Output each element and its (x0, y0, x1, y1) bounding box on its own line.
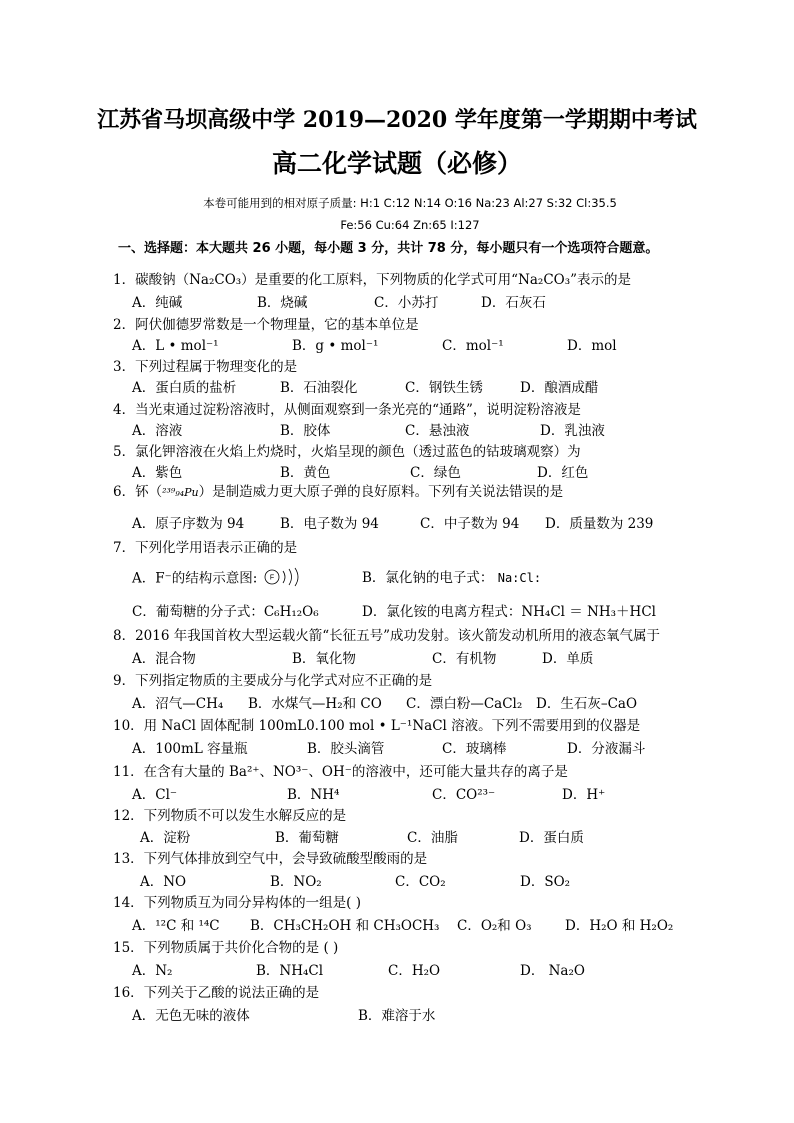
option-c[interactable]: C．漂白粉—CaCl₂ (406, 696, 523, 712)
question-14: 14．下列物质互为同分异构体的一组是( ) (113, 895, 362, 911)
option-a[interactable]: A．紫色 (132, 465, 183, 481)
options-4 (132, 419, 692, 439)
options-5 (132, 461, 692, 481)
option-a[interactable]: A．蛋白质的盐析 (132, 380, 237, 396)
option-b[interactable]: B．NO₂ (270, 874, 322, 890)
option-b[interactable]: B．电子数为 94 (280, 516, 379, 532)
option-a[interactable]: A．NO (140, 874, 187, 890)
option-c[interactable]: C．油脂 (407, 830, 458, 846)
option-c[interactable]: C．钢铁生锈 (405, 380, 483, 396)
option-d[interactable]: D．SO₂ (520, 874, 571, 890)
question-6-pre: 6．钚（ (113, 484, 163, 500)
option-b[interactable]: B．g • mol⁻¹ (292, 338, 379, 354)
option-c[interactable]: C．悬浊液 (405, 423, 470, 439)
option-d[interactable]: D．mol (567, 338, 617, 354)
question-1: 1．碳酸钠（Na₂CO₃）是重要的化工原料，下列物质的化学式可用“Na₂CO₃”表示的是 (113, 272, 632, 288)
option-a[interactable]: A．淀粉 (140, 830, 191, 846)
options-16 (132, 1004, 692, 1024)
option-d[interactable]: D．生石灰–CaO (536, 696, 638, 712)
option-a[interactable]: A．原子序数为 94 (132, 516, 245, 532)
option-d[interactable]: D．分液漏斗 (567, 741, 646, 757)
option-a[interactable]: A．Cl⁻ (132, 787, 178, 803)
options-7-row1 (132, 566, 692, 592)
question-6-post: ）是制造威力更大原子弹的良好原料。下列有关说法错误的是 (198, 484, 564, 500)
options-9 (132, 692, 692, 712)
option-a[interactable]: A．L • mol⁻¹ (132, 338, 219, 354)
option-b[interactable]: B．NH₄Cl (256, 963, 324, 979)
option-b[interactable]: B．CH₃CH₂OH 和 CH₃OCH₃ (250, 918, 440, 934)
option-d[interactable]: D．H₂O 和 H₂O₂ (565, 918, 674, 934)
fluoride-ion-structure-diagram (262, 566, 302, 592)
question-8: 8．2016 年我国首枚大型运载火箭“长征五号”成功发射。该火箭发动机所用的液态氧气属于 (113, 628, 661, 644)
option-d[interactable]: D． Na₂O (520, 963, 585, 979)
options-7-row2 (132, 600, 692, 620)
option-a[interactable]: A．100mL 容量瓶 (132, 741, 248, 757)
question-11: 11．在含有大量的 Ba²⁺、NO³⁻、OH⁻的溶液中，还可能大量共存的离子是 (113, 764, 568, 780)
option-c[interactable]: C．玻璃棒 (442, 741, 507, 757)
option-b[interactable]: B．氧化物 (292, 651, 356, 667)
options-12 (140, 826, 700, 846)
atomic-masses-line2: Fe:56 Cu:64 Zn:65 I:127 (340, 218, 480, 232)
options-11 (132, 783, 692, 803)
section-heading: 一、选择题：本大题共 26 小题，每小题 3 分，共计 78 分，每小题只有一个选项符合题意。 (118, 241, 659, 256)
question-13: 13．下列气体排放到空气中，会导致硫酸型酸雨的是 (113, 851, 428, 867)
option-b[interactable]: B．黄色 (280, 465, 331, 481)
option-c[interactable]: C．有机物 (432, 651, 497, 667)
option-c[interactable]: C．CO²³⁻ (432, 787, 496, 803)
question-10: 10．用 NaCl 固体配制 100mL0.100 mol • L⁻¹NaCl 溶液。下列不需要用到的仪器是 (113, 718, 641, 734)
options-14 (132, 914, 692, 934)
option-d[interactable]: D．氯化铵的电离方程式：NH₄Cl ＝ NH₃＋HCl (362, 604, 656, 620)
nacl-electron-formula: Na:Cl: (497, 571, 542, 585)
option-c[interactable]: C．O₂和 O₃ (457, 918, 532, 934)
option-b[interactable]: B．水煤气—H₂和 CO (248, 696, 382, 712)
options-1 (132, 291, 692, 311)
option-b[interactable]: B．葡萄糖 (275, 830, 339, 846)
svg-text:F: F (269, 574, 274, 582)
option-c[interactable]: C．绿色 (410, 465, 461, 481)
option-b[interactable] (362, 566, 541, 592)
option-d[interactable]: D．质量数为 239 (545, 516, 654, 532)
option-c[interactable]: C．mol⁻¹ (442, 338, 504, 354)
option-b[interactable]: B．胶头滴管 (307, 741, 385, 757)
option-c[interactable]: C．葡萄糖的分子式：C₆H₁₂O₆ (132, 604, 319, 620)
option-b[interactable]: B．胶体 (280, 423, 331, 439)
option-a[interactable]: A．¹²C 和 ¹⁴C (132, 918, 220, 934)
option-b[interactable]: B．石油裂化 (280, 380, 358, 396)
exam-title: 江苏省马坝高级中学 2019—2020 学年度第一学期期中考试 (97, 107, 697, 133)
option-d[interactable]: D．乳浊液 (540, 423, 605, 439)
question-12: 12．下列物质不可以发生水解反应的是 (113, 808, 347, 824)
question-5: 5．氯化钾溶液在火焰上灼烧时，火焰呈现的颜色（透过蓝色的钴玻璃观察）为 (113, 444, 581, 460)
option-a[interactable]: A．混合物 (132, 651, 196, 667)
options-2 (132, 334, 692, 354)
option-d[interactable]: D．H⁺ (562, 787, 606, 803)
option-a[interactable]: A．沼气—CH₄ (132, 696, 224, 712)
option-c[interactable]: C．CO₂ (395, 874, 446, 890)
option-c[interactable]: C．H₂O (388, 963, 441, 979)
option-a[interactable]: A．纯碱 (132, 295, 183, 311)
option-b[interactable]: B．NH⁴ (287, 787, 340, 803)
option-c[interactable]: C．中子数为 94 (420, 516, 520, 532)
question-2: 2．阿伏伽德罗常数是一个物理量，它的基本单位是 (113, 317, 419, 333)
option-d[interactable]: D．酿酒成醋 (520, 380, 599, 396)
option-d[interactable]: D．石灰石 (481, 295, 546, 311)
option-d[interactable]: D．蛋白质 (519, 830, 584, 846)
atomic-masses-line1: 本卷可能用到的相对原子质量: H:1 C:12 N:14 O:16 Na:23 Al:27 S:32 Cl:35.5 (203, 196, 617, 210)
options-13 (140, 870, 700, 890)
options-3 (132, 376, 692, 396)
question-4: 4．当光束通过淀粉溶液时，从侧面观察到一条光亮的“通路”，说明淀粉溶液是 (113, 402, 581, 418)
option-a-text: A．F⁻的结构示意图: (132, 570, 258, 587)
exam-subtitle: 高二化学试题（必修） (271, 149, 522, 178)
plutonium-symbol: ²³⁹₉₄Pu (162, 486, 199, 499)
option-d[interactable]: D．单质 (542, 651, 594, 667)
option-c[interactable]: C．小苏打 (374, 295, 439, 311)
option-a[interactable]: A．无色无味的液体 (132, 1008, 250, 1024)
options-15 (132, 959, 692, 979)
options-8 (132, 647, 692, 667)
question-9: 9．下列指定物质的主要成分与化学式对应不正确的是 (113, 673, 433, 689)
question-15: 15．下列物质属于共价化合物的是 ( ) (113, 940, 339, 956)
options-10 (132, 737, 692, 757)
question-16: 16．下列关于乙酸的说法正确的是 (113, 985, 320, 1001)
option-a[interactable]: A．N₂ (132, 963, 173, 979)
question-3: 3．下列过程属于物理变化的是 (113, 359, 298, 375)
option-b[interactable]: B．烧碱 (257, 295, 308, 311)
option-b[interactable]: B．难溶于水 (358, 1008, 436, 1024)
options-6 (132, 512, 692, 532)
option-a[interactable]: A．溶液 (132, 423, 183, 439)
question-7: 7．下列化学用语表示正确的是 (113, 540, 298, 556)
option-a[interactable] (132, 566, 362, 592)
option-b-text: B．氯化钠的电子式： (362, 570, 494, 586)
question-6 (113, 480, 563, 500)
option-d[interactable]: D．红色 (537, 465, 589, 481)
